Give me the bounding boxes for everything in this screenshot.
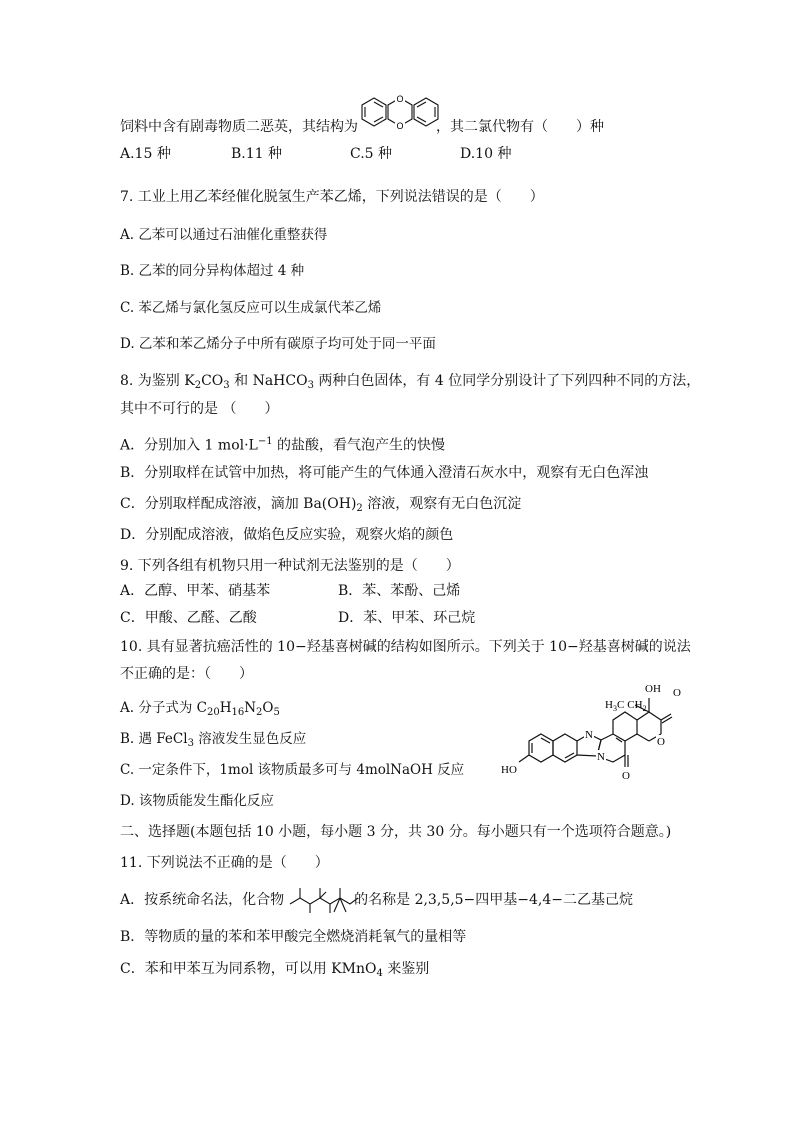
section2-heading: 二、选择题(本题包括 10 小题，每小题 3 分，共 30 分。每小题只有一个选项符合题意。): [120, 824, 672, 840]
q7-option-c: C. 苯乙烯与氯化氢反应可以生成氯代苯乙烯: [120, 300, 382, 316]
q7-option-d: D. 乙苯和苯乙烯分子中所有碳原子均可处于同一平面: [120, 336, 436, 352]
q6-stem-pre: 饲料中含有剧毒物质二恶英，其结构为: [120, 119, 358, 135]
q8-option-a: A．分别加入 1 $mol\cdot L^{-1}$ 的盐酸，看气泡产生的快慢: [120, 436, 446, 454]
label-o-bottom: O: [622, 770, 630, 782]
q10-option-a: A. 分子式为 $C_{20}H_{16}N_2O_5$: [120, 700, 280, 718]
q7-option-a: A. 乙苯可以通过石油催化重整获得: [120, 227, 328, 243]
q10-option-b: B. 遇 FeCl$_3$ 溶液发生显色反应: [120, 731, 307, 749]
label-o-ring: O: [657, 736, 665, 748]
label-n2: N: [597, 751, 605, 763]
q10-option-c: C. 一定条件下，1mol 该物质最多可与 4molNaOH 反应: [120, 762, 465, 778]
q8-option-b: B．分别取样在试管中加热，将可能产生的气体通入澄清石灰水中，观察有无白色浑浊: [120, 465, 649, 481]
hydroxycamptothecin-structure: [501, 672, 705, 784]
q9-option-b: B．苯、苯酚、己烯: [338, 583, 461, 599]
q6-option-b: B.11 种: [231, 146, 283, 162]
q10-stem-line1: 10. 具有显著抗癌活性的 10−羟基喜树碱的结构如图所示。下列关于 10−羟基喜树碱的说法: [120, 639, 691, 655]
q11-option-a: A．按系统命名法，化合物 的名称是 2,3,5,5−四甲基−4,4−二乙基己烷: [120, 892, 634, 908]
q6-stem-post: ，其二氯代物有（ ）种: [436, 119, 604, 135]
dioxin-o-bottom: O: [396, 121, 404, 131]
q10-stem-line2: 不正确的是：（ ）: [120, 666, 253, 682]
q8-stem-line2: 其中不可行的是 （ ）: [120, 401, 279, 417]
q7-option-b: B. 乙苯的同分异构体超过 4 种: [120, 263, 305, 279]
q9-option-d: D．苯、甲苯、环己烷: [338, 610, 476, 626]
q8-option-c: C．分别取样配成溶液，滴加 $Ba(OH)_2$ 溶液，观察有无白色沉淀: [120, 496, 522, 514]
q6-option-d: D.10 种: [460, 146, 512, 162]
label-n1: N: [585, 729, 593, 741]
q11-option-c: C．苯和甲苯互为同系物，可以用 KMnO$_4$ 来鉴别: [120, 961, 430, 979]
q8-option-d: D．分别配成溶液，做焰色反应实验，观察火焰的颜色: [120, 527, 454, 543]
label-h3c-ch2: $H_3C$ $CH_2$: [605, 699, 647, 713]
dioxin-structure: [360, 94, 440, 134]
dioxin-o-top: O: [396, 94, 404, 104]
q11-option-b: B．等物质的量的苯和苯甲酸完全燃烧消耗氧气的量相等: [120, 929, 467, 945]
q10-option-d: D. 该物质能发生酯化反应: [120, 793, 274, 809]
label-oh-top: OH: [645, 683, 661, 695]
skeletal-formula: [288, 882, 360, 916]
q8-stem-line1: 8. 为鉴别 $K_2CO_3$ 和 NaHCO$_3$ 两种白色固体，有 4 位同学分别设计了下列四种不同的方法，: [120, 373, 701, 391]
q6-option-c: C.5 种: [350, 146, 393, 162]
label-o-top: O: [673, 687, 681, 699]
label-ho: HO: [501, 764, 517, 776]
q9-option-c: C．甲酸、乙醛、乙酸: [120, 610, 257, 626]
q9-stem: 9. 下列各组有机物只用一种试剂无法鉴别的是（ ）: [120, 558, 460, 574]
q6-option-a: A.15 种: [120, 146, 171, 162]
q9-option-a: A．乙醇、甲苯、硝基苯: [120, 583, 271, 599]
q11-stem: 11. 下列说法不正确的是（ ）: [120, 855, 329, 871]
q7-stem: 7. 工业上用乙苯经催化脱氢生产苯乙烯，下列说法错误的是（ ）: [120, 189, 544, 205]
